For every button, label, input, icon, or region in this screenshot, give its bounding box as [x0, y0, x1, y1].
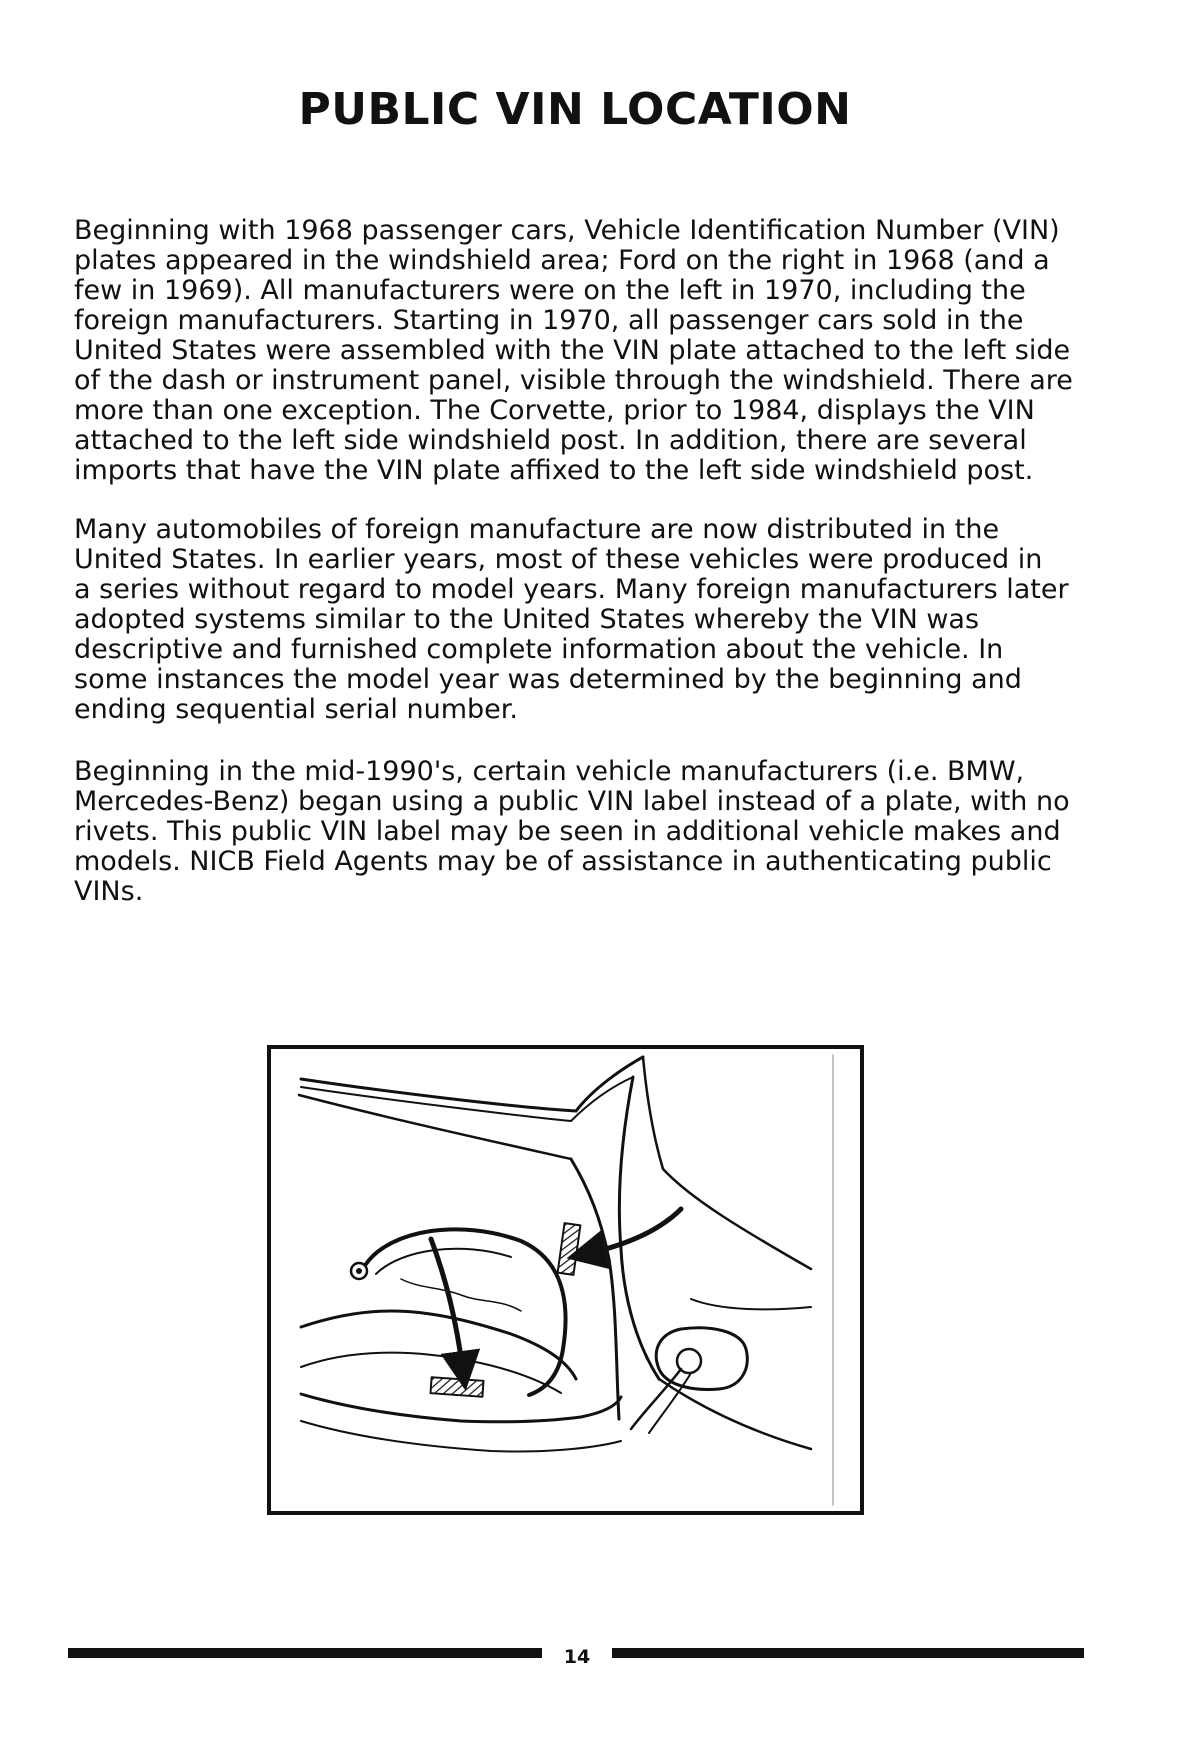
- door-crease: [691, 1299, 811, 1309]
- text-line: Beginning with 1968 passenger cars, Vehicle Identification Number (VIN): [74, 215, 1060, 246]
- text-line: Beginning in the mid-1990's, certain vehicle manufacturers (i.e. BMW,: [74, 756, 1025, 787]
- windshield-top-edge-inner: [301, 1087, 571, 1121]
- pillar-vin-plate-icon: [558, 1223, 581, 1275]
- footer-rule-right: [612, 1648, 1084, 1658]
- paragraph-foreign-manufacture: [74, 515, 1084, 725]
- text-line: rivets. This public VIN label may be seen in additional vehicle makes and: [74, 816, 1061, 847]
- door-line-lower: [659, 1379, 811, 1449]
- text-line: of the dash or instrument panel, visible through the windshield. There are: [74, 365, 1073, 396]
- text-line: United States were assembled with the VIN plate attached to the left side: [74, 335, 1071, 366]
- text-line: models. NICB Field Agents may be of assistance in authenticating public: [74, 846, 1052, 877]
- dash-vin-plate-icon: [431, 1377, 484, 1397]
- a-pillar-left: [571, 1159, 619, 1419]
- door-frame-top: [643, 1057, 663, 1169]
- door-line-upper: [663, 1169, 811, 1269]
- text-line: Mercedes-Benz) began using a public VIN label instead of a plate, with no: [74, 786, 1070, 817]
- text-line: Many automobiles of foreign manufacture are now distributed in the: [74, 514, 1000, 545]
- paragraph-public-vin-label: [74, 757, 1084, 907]
- paragraph-vin-plate-history: [74, 216, 1084, 486]
- text-line: few in 1969). All manufacturers were on the left in 1970, including the: [74, 275, 1026, 306]
- text-line: adopted systems similar to the United States whereby the VIN was: [74, 604, 980, 635]
- text-line: descriptive and furnished complete information about the vehicle. In: [74, 634, 1004, 665]
- dash-bottom: [301, 1394, 621, 1422]
- dash-top: [301, 1311, 576, 1379]
- arrow-to-pillar-plate-icon: [586, 1209, 681, 1254]
- windshield-vin-illustration-icon: [271, 1049, 860, 1511]
- page-number: 14: [563, 1646, 591, 1668]
- text-line: ending sequential serial number.: [74, 694, 518, 725]
- text-line: attached to the left side windshield post. In addition, there are several: [74, 425, 1027, 456]
- dash-gauge-line: [401, 1279, 521, 1311]
- dash-lower-edge: [301, 1421, 621, 1452]
- vin-location-figure: [267, 1045, 864, 1515]
- arrow-to-dash-plate-icon: [431, 1239, 463, 1371]
- page-title: PUBLIC VIN LOCATION: [298, 84, 852, 135]
- text-line: United States. In earlier years, most of these vehicles were produced in: [74, 544, 1043, 575]
- footer-rule-left: [68, 1648, 542, 1658]
- text-line: foreign manufacturers. Starting in 1970, all passenger cars sold in the: [74, 305, 1024, 336]
- text-line: a series without regard to model years. Many foreign manufacturers later: [74, 574, 1069, 605]
- text-line: plates appeared in the windshield area; Ford on the right in 1968 (and a: [74, 245, 1050, 276]
- text-line: some instances the model year was determined by the beginning and: [74, 664, 1022, 695]
- text-line: imports that have the VIN plate affixed to the left side windshield post.: [74, 455, 1034, 486]
- text-line: more than one exception. The Corvette, prior to 1984, displays the VIN: [74, 395, 1035, 426]
- text-line: VINs.: [74, 876, 144, 907]
